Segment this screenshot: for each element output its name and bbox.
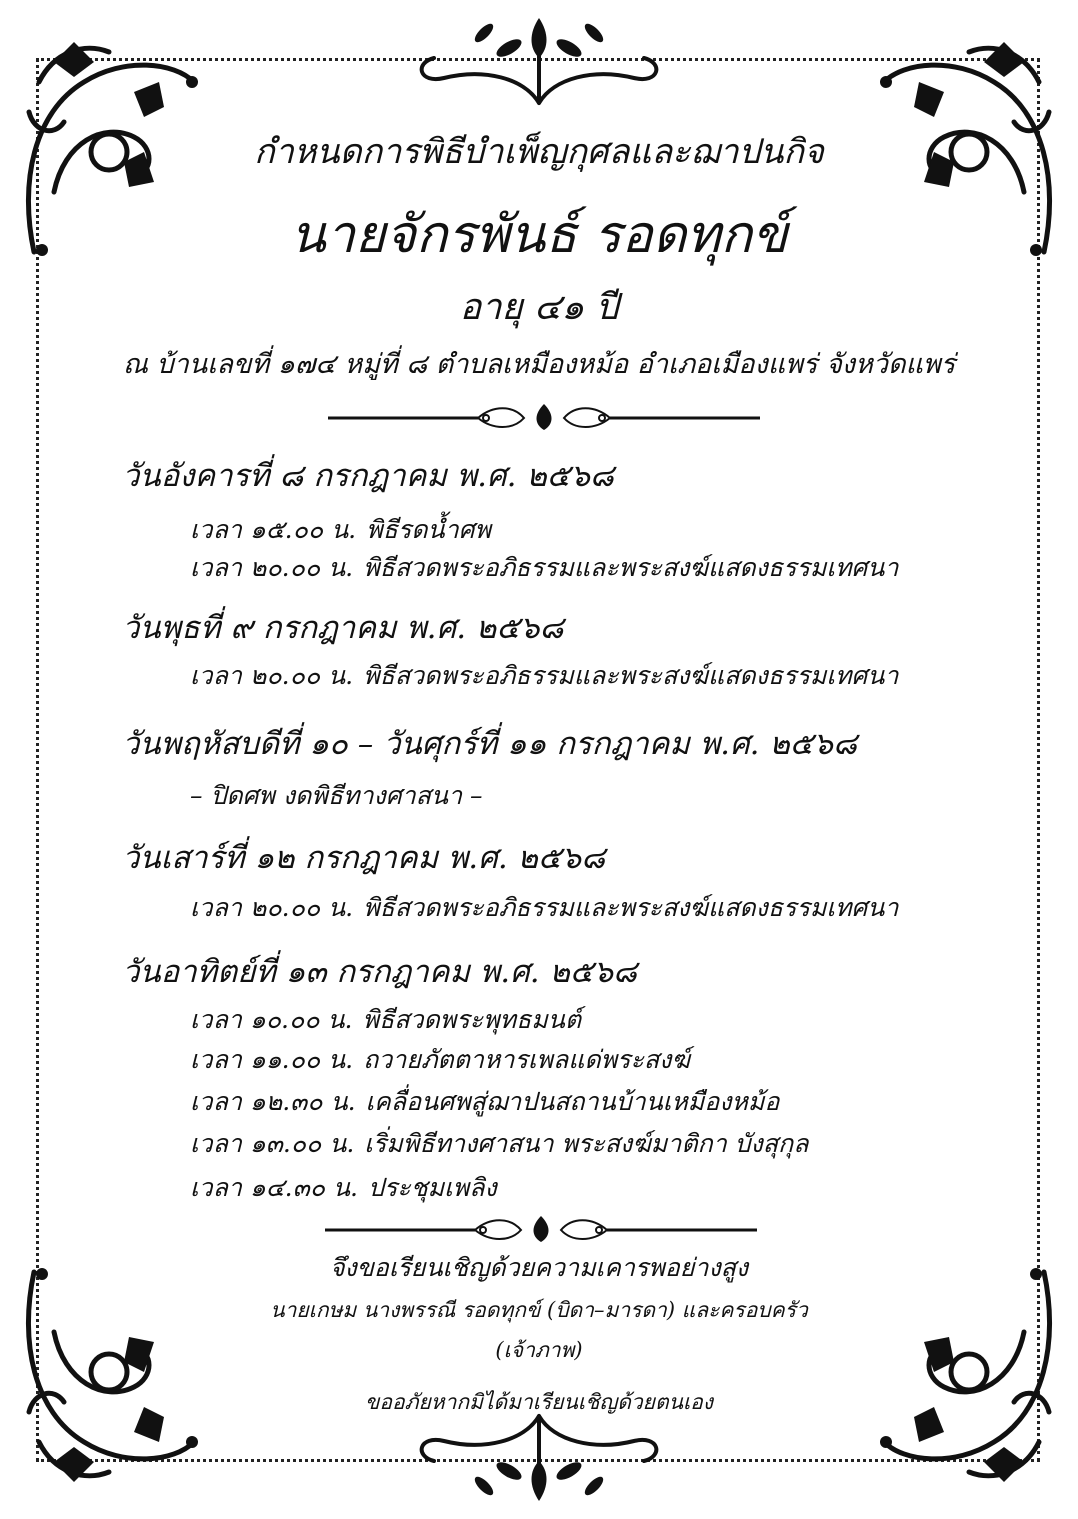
event-desc: เริ่มพิธีทางศาสนา พระสงฆ์มาติกา บังสุกุล [364,1129,809,1158]
event-time: เวลา ๑๔.๓๐ น. [190,1173,358,1202]
day-heading: วันพุธที่ ๙ กรกฎาคม พ.ศ. ๒๕๖๘ [122,610,564,646]
schedule-event [190,510,491,550]
invitation-line: จึงขอเรียนเชิญด้วยความเคารพอย่างสูง [329,1253,749,1282]
scroll-divider-icon [325,1212,757,1246]
day-heading: วันพฤหัสบดีที่ ๑๐ – วันศุกร์ที่ ๑๑ กรกฎาคม พ.ศ. ๒๕๖๘ [122,726,857,762]
event-time: เวลา ๑๐.๐๐ น. [190,1005,353,1034]
schedule-event [190,1040,690,1080]
apology-line: ขออภัยหากมิได้มาเรียนเชิญด้วยตนเอง [365,1390,713,1414]
event-desc: พิธีสวดพระพุทธมนต์ [362,1005,582,1034]
event-desc: ประชุมเพลิง [367,1173,497,1202]
day-heading: วันเสาร์ที่ ๑๒ กรกฎาคม พ.ศ. ๒๕๖๘ [122,840,606,876]
schedule-event [190,656,898,696]
floral-bottom-ornament-icon [404,1411,674,1511]
event-desc: ถวายภัตตาหารเพลแด่พระสงฆ์ [363,1045,690,1074]
floral-top-ornament-icon [404,8,674,108]
schedule-event [190,1124,808,1164]
event-time: เวลา ๑๑.๐๐ น. [190,1045,354,1074]
day-heading: วันอังคารที่ ๘ กรกฎาคม พ.ศ. ๒๕๖๘ [122,458,614,494]
event-time: เวลา ๑๒.๓๐ น. [190,1087,356,1116]
deceased-name: นายจักรพันธ์ รอดทุกข์ [290,205,788,265]
ceremony-title: กำหนดการพิธีบำเพ็ญกุศลและฌาปนกิจ [254,132,824,172]
schedule-event [190,1168,497,1208]
event-time: เวลา ๒๐.๐๐ น. [190,661,354,690]
event-time: เวลา ๒๐.๐๐ น. [190,893,354,922]
schedule-event [190,548,898,588]
host-role: (เจ้าภาพ) [495,1338,583,1362]
scroll-divider-icon [328,400,760,434]
event-desc: เคลื่อนศพสู่ฌาปนสถานบ้านเหมืองหม้อ [365,1087,780,1116]
event-desc: พิธีสวดพระอภิธรรมและพระสงฆ์แสดงธรรมเทศนา [363,661,899,690]
closure-note: – ปิดศพ งดพิธีทางศาสนา – [190,781,483,810]
event-desc: พิธีรดน้ำศพ [366,515,492,544]
schedule-event [190,1000,581,1040]
event-time: เวลา ๒๐.๐๐ น. [190,553,354,582]
ceremony-location: ณ บ้านเลขที่ ๑๗๔ หมู่ที่ ๘ ตำบลเหมืองหม้อ อำเภอเมืองแพร่ จังหวัดแพร่ [122,349,956,380]
deceased-age: อายุ ๔๑ ปี [459,287,619,328]
schedule-event [190,1082,779,1122]
event-time: เวลา ๑๓.๐๐ น. [190,1129,355,1158]
event-time: เวลา ๑๕.๐๐ น. [190,515,357,544]
schedule-event [190,888,898,928]
hosts-line: นายเกษม นางพรรณี รอดทุกข์ (บิดา–มารดา) และครอบครัว [270,1298,808,1322]
event-desc: พิธีสวดพระอภิธรรมและพระสงฆ์แสดงธรรมเทศนา [363,893,899,922]
event-desc: พิธีสวดพระอภิธรรมและพระสงฆ์แสดงธรรมเทศนา [363,553,899,582]
day-heading: วันอาทิตย์ที่ ๑๓ กรกฎาคม พ.ศ. ๒๕๖๘ [122,954,637,990]
